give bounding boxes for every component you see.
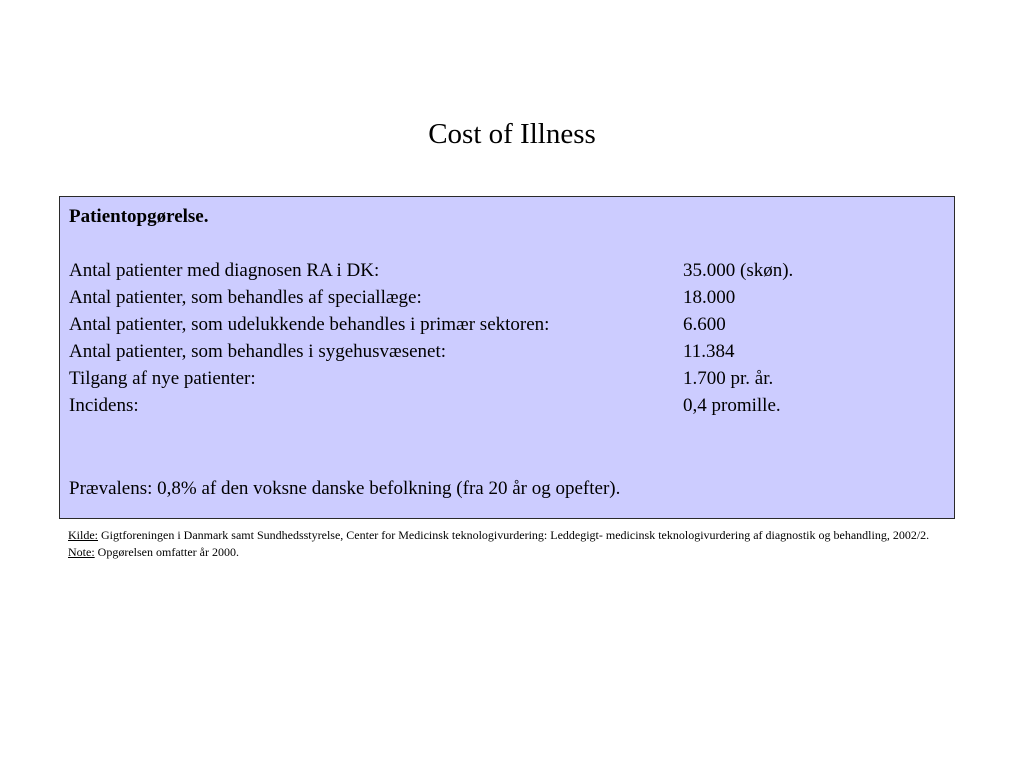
prevalence-text: Prævalens: 0,8% af den voksne danske befolkning (fra 20 år og opefter).: [69, 478, 621, 499]
source-footnote: [68, 527, 958, 544]
source-text: Gigtforeningen i Danmark samt Sundhedsstyrelse, Center for Medicinsk teknologivurdering: Leddegigt- medicinsk teknologivurdering af diagnostik og behandling, 2002/2.: [101, 528, 930, 542]
note-footnote: [68, 544, 958, 561]
stat-value: 11.384: [683, 341, 735, 362]
patient-summary-box: [59, 196, 955, 519]
stat-row: [69, 392, 929, 419]
stat-label: Tilgang af nye patienter:: [69, 368, 256, 389]
stat-label: Antal patienter, som behandles af speciallæge:: [69, 287, 422, 308]
stat-row: [69, 365, 929, 392]
stat-row: [69, 338, 929, 365]
stat-value: 18.000: [683, 287, 736, 308]
stat-value: 6.600: [683, 314, 726, 335]
stat-row: [69, 257, 929, 284]
stat-value: 1.700 pr. år.: [683, 368, 774, 389]
stat-row: [69, 311, 929, 338]
note-text: Opgørelsen omfatter år 2000.: [97, 545, 239, 559]
stat-label: Antal patienter, som udelukkende behandles i primær sektoren:: [69, 314, 550, 335]
stat-label: Antal patienter med diagnosen RA i DK:: [69, 260, 380, 281]
stat-row: [69, 284, 929, 311]
page-title: Cost of Illness: [428, 118, 596, 150]
note-label: Note:: [68, 545, 95, 559]
stat-label: Antal patienter, som behandles i sygehusvæsenet:: [69, 341, 447, 362]
stat-value: 0,4 promille.: [683, 395, 781, 416]
footnotes: [68, 527, 958, 561]
stat-label: Incidens:: [69, 395, 139, 416]
stats-list: [69, 257, 929, 419]
stat-value: 35.000 (skøn).: [683, 260, 794, 281]
box-heading: Patientopgørelse.: [69, 206, 209, 227]
source-label: Kilde:: [68, 528, 98, 542]
